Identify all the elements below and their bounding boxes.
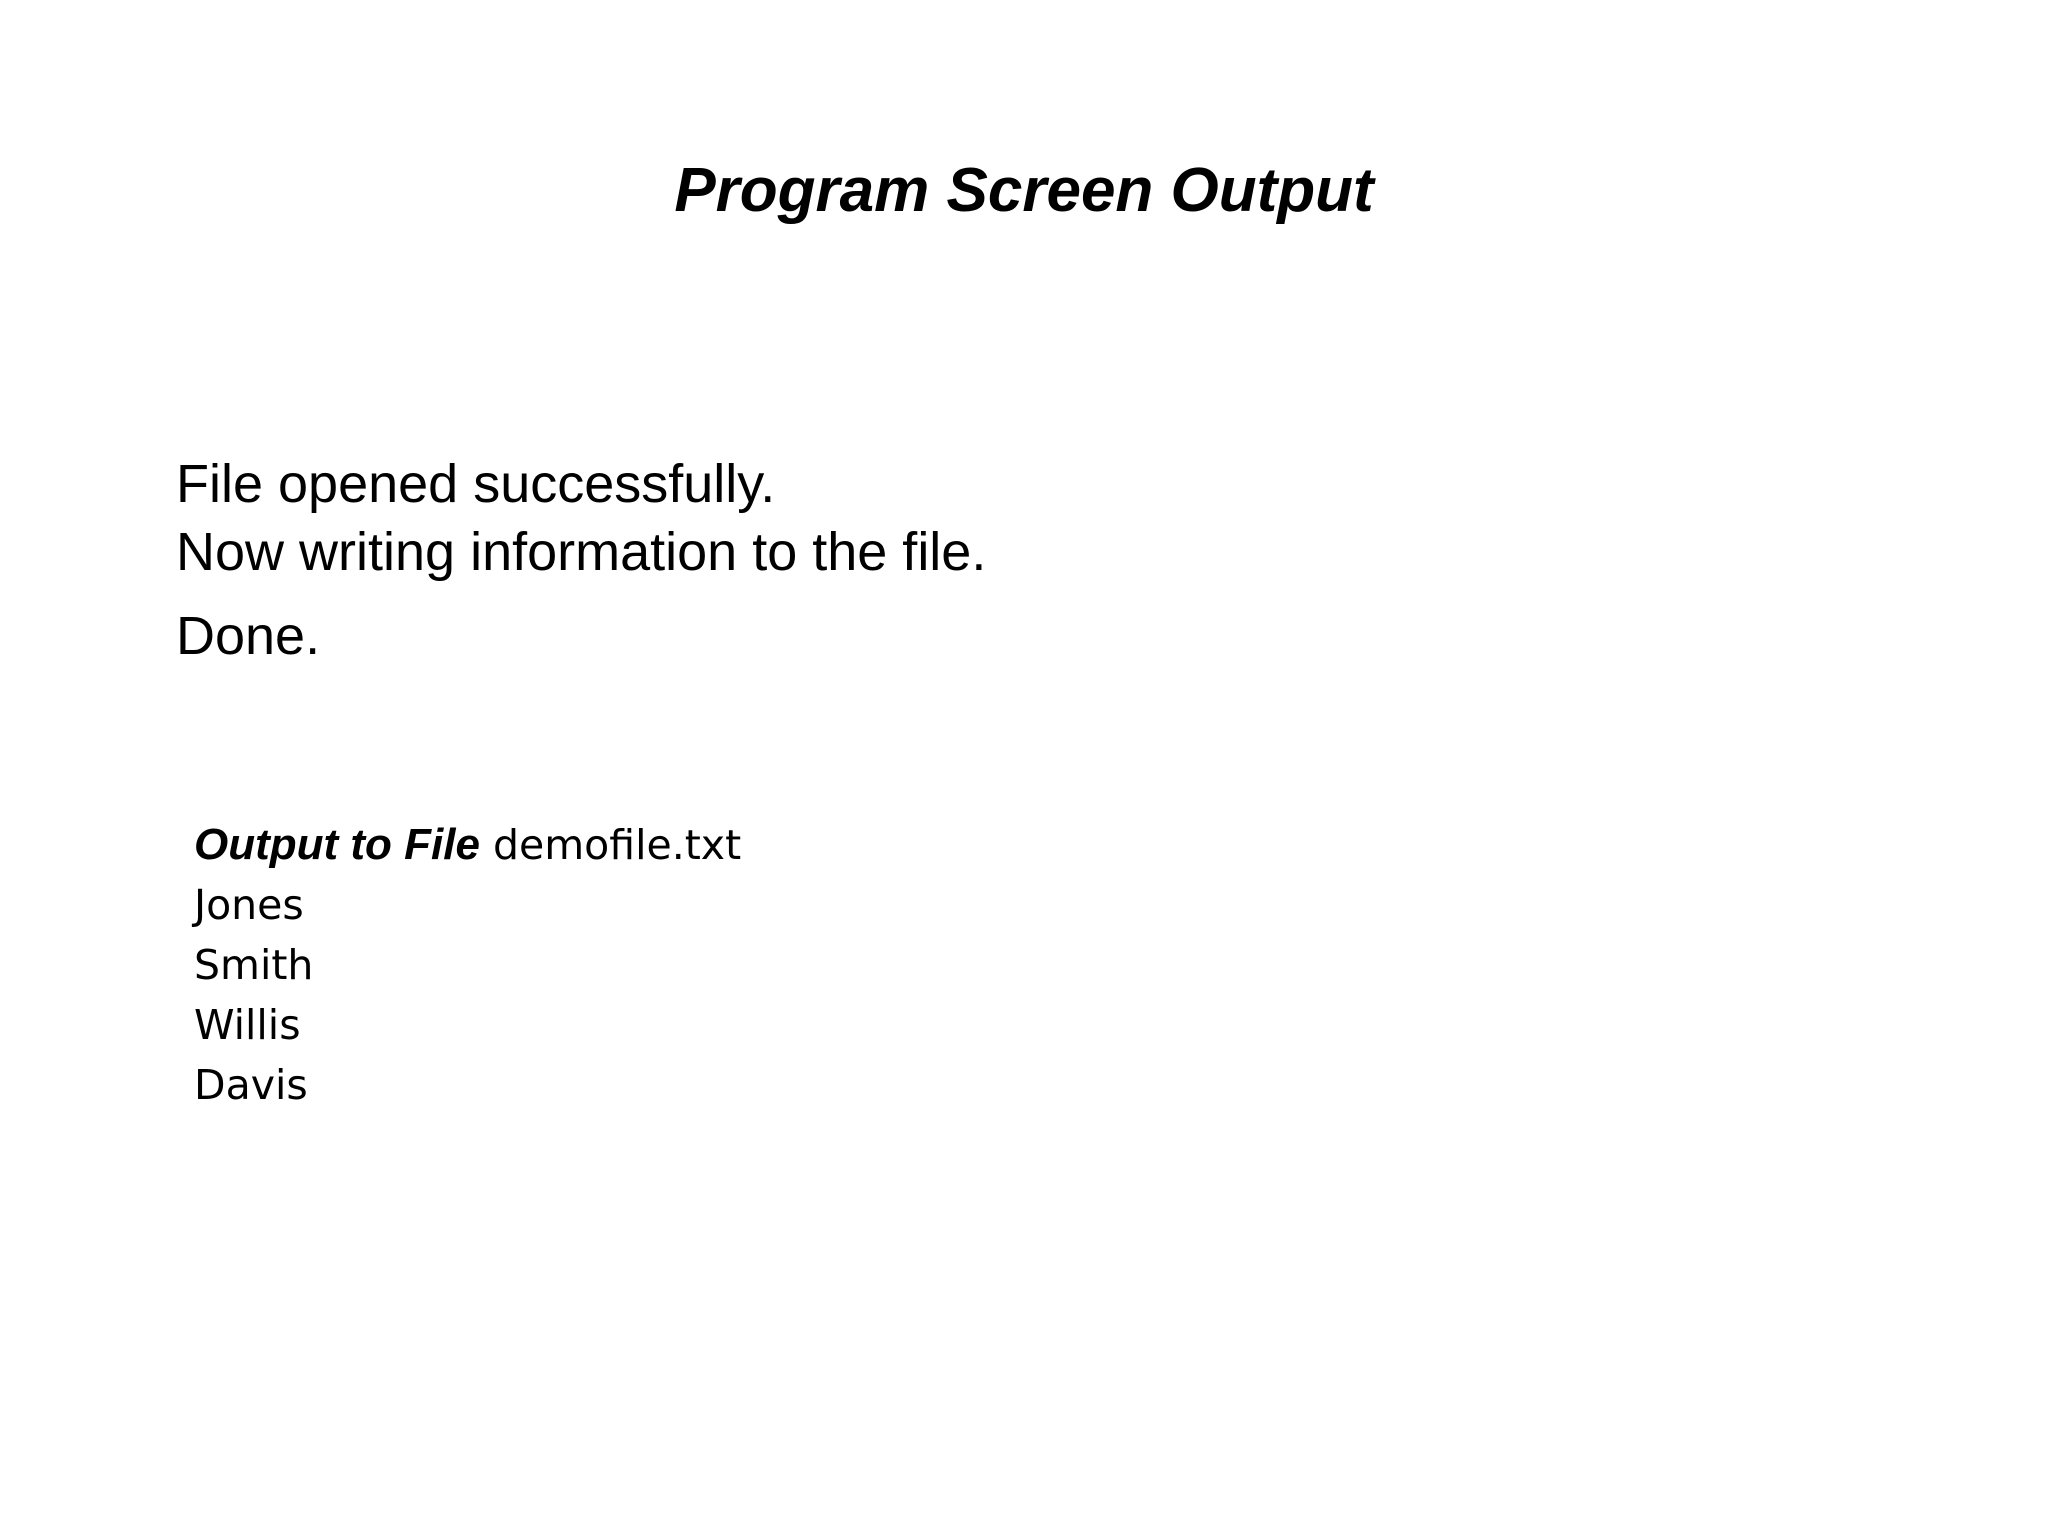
screen-output-line: Done. <box>176 606 321 666</box>
page-title: Program Screen Output <box>674 156 1374 225</box>
file-output-label: Output to File <box>194 820 480 869</box>
file-output-block <box>194 815 741 1115</box>
screen-output-line: File opened successfully. <box>176 454 776 514</box>
file-output-line: Jones <box>194 881 304 929</box>
file-name: demofile.txt <box>492 821 742 869</box>
file-output-line: Willis <box>194 1001 301 1049</box>
screen-output-line: Now writing information to the file. <box>176 522 987 582</box>
file-output-line: Davis <box>194 1061 308 1109</box>
file-output-heading <box>194 815 741 875</box>
file-output-line: Smith <box>194 941 314 989</box>
screen-output-block <box>176 450 986 670</box>
